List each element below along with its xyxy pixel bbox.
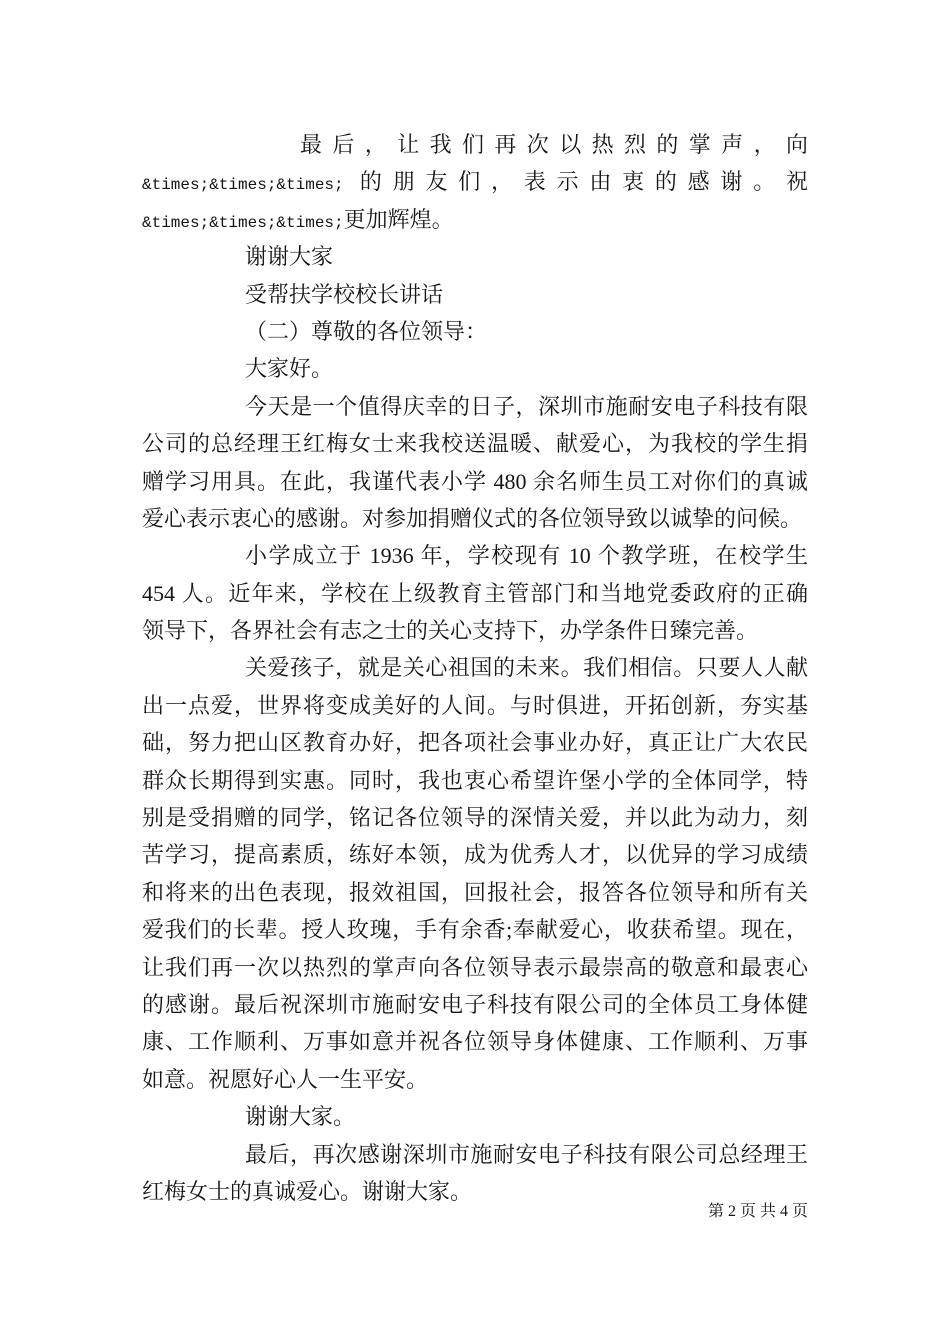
text-line [142, 874, 808, 911]
text-line [142, 126, 808, 163]
text-line [142, 724, 808, 761]
cjk-text: 谢谢大家 [245, 244, 334, 270]
text-line [142, 463, 808, 500]
cjk-text: 的感谢。最后祝深圳市施耐安电子科技有限公司的全体员工身体健 [142, 991, 808, 1017]
text-line [142, 986, 808, 1023]
text-line [142, 425, 808, 462]
cjk-text: 让我们再一次以热烈的掌声向各位领导表示最崇高的敬意和最衷心 [142, 954, 808, 980]
page-footer [142, 1200, 808, 1224]
page-number: 第 2 页 共 4 页 [707, 1203, 808, 1220]
text-line [142, 388, 808, 425]
cjk-text: 赠学习用具。在此，我谨代表小学 480 余名师生员工对你们的真诚 [142, 468, 808, 494]
text-line [142, 687, 808, 724]
cjk-text: 的朋友们，表示由衷的感谢。祝 [343, 169, 808, 195]
cjk-text: 454 人。近年来，学校在上级教育主管部门和当地党委政府的正确 [142, 580, 808, 606]
cjk-text: 今天是一个值得庆幸的日子，深圳市施耐安电子科技有限 [245, 393, 808, 419]
cjk-text: 小学成立于 1936 年，学校现有 10 个教学班，在校学生 [245, 543, 808, 569]
text-line [142, 500, 808, 537]
text-line [142, 1136, 808, 1173]
text-line [142, 1098, 808, 1135]
cjk-text: 爱心表示衷心的感谢。对参加捐赠仪式的各位领导致以诚挚的问候。 [142, 505, 803, 531]
cjk-text: 受帮扶学校校长讲话 [245, 281, 444, 307]
text-line [142, 762, 808, 799]
cjk-text: 公司的总经理王红梅女士来我校送温暖、献爱心，为我校的学生捐 [142, 431, 808, 457]
text-line [142, 350, 808, 387]
text-line [142, 799, 808, 836]
cjk-text: 别是受捐赠的同学，铭记各位领导的深情关爱，并以此为动力，刻 [142, 805, 808, 831]
document-body [142, 126, 808, 1210]
text-line [142, 238, 808, 275]
cjk-text: 大家好。 [245, 356, 334, 382]
cjk-text: 和将来的出色表现，报效祖国，回报社会，报答各位领导和所有关 [142, 879, 808, 905]
text-line [142, 836, 808, 873]
cjk-text: 础，努力把山区教育办好，把各项社会事业办好，真正让广大农民 [142, 730, 808, 756]
cjk-text: 关爱孩子，就是关心祖国的未来。我们相信。只要人人献 [245, 655, 808, 681]
html-entity-text: &times;&times;&times; [142, 213, 344, 232]
cjk-text: 红梅女士的真诚爱心。谢谢大家。 [142, 1178, 473, 1204]
text-line [142, 649, 808, 686]
text-line [142, 537, 808, 574]
cjk-text: 更加辉煌。 [343, 206, 454, 232]
cjk-text: 康、工作顺利、万事如意并祝各位领导身体健康、工作顺利、万事 [142, 1029, 808, 1055]
text-line [142, 313, 808, 350]
cjk-text: 苦学习，提高素质，练好本领，成为优秀人才，以优异的学习成绩 [142, 842, 808, 868]
cjk-text: （二）尊敬的各位领导： [245, 318, 488, 344]
html-entity-text: &times;&times;&times; [142, 176, 344, 195]
text-line [142, 1061, 808, 1098]
cjk-text: 最后，让我们再次以热烈的掌声，向 [300, 132, 808, 157]
cjk-text: 最后，再次感谢深圳市施耐安电子科技有限公司总经理王 [245, 1141, 808, 1167]
cjk-text: 群众长期得到实惠。同时，我也衷心希望许堡小学的全体同学，特 [142, 767, 808, 793]
cjk-text: 如意。祝愿好心人一生平安。 [142, 1066, 429, 1092]
text-line [142, 575, 808, 612]
text-line [142, 163, 808, 200]
cjk-text: 出一点爱，世界将变成美好的人间。与时俱进，开拓创新，夯实基 [142, 692, 808, 718]
text-line [142, 201, 808, 238]
text-line [142, 1023, 808, 1060]
text-line [142, 911, 808, 948]
cjk-text: 领导下，各界社会有志之士的关心支持下，办学条件日臻完善。 [142, 618, 759, 644]
text-line [142, 276, 808, 313]
cjk-text: 爱我们的长辈。授人玫瑰，手有余香;奉献爱心，收获希望。现在， [142, 917, 808, 943]
cjk-text: 谢谢大家。 [245, 1104, 356, 1130]
text-line [142, 949, 808, 986]
text-line [142, 612, 808, 649]
